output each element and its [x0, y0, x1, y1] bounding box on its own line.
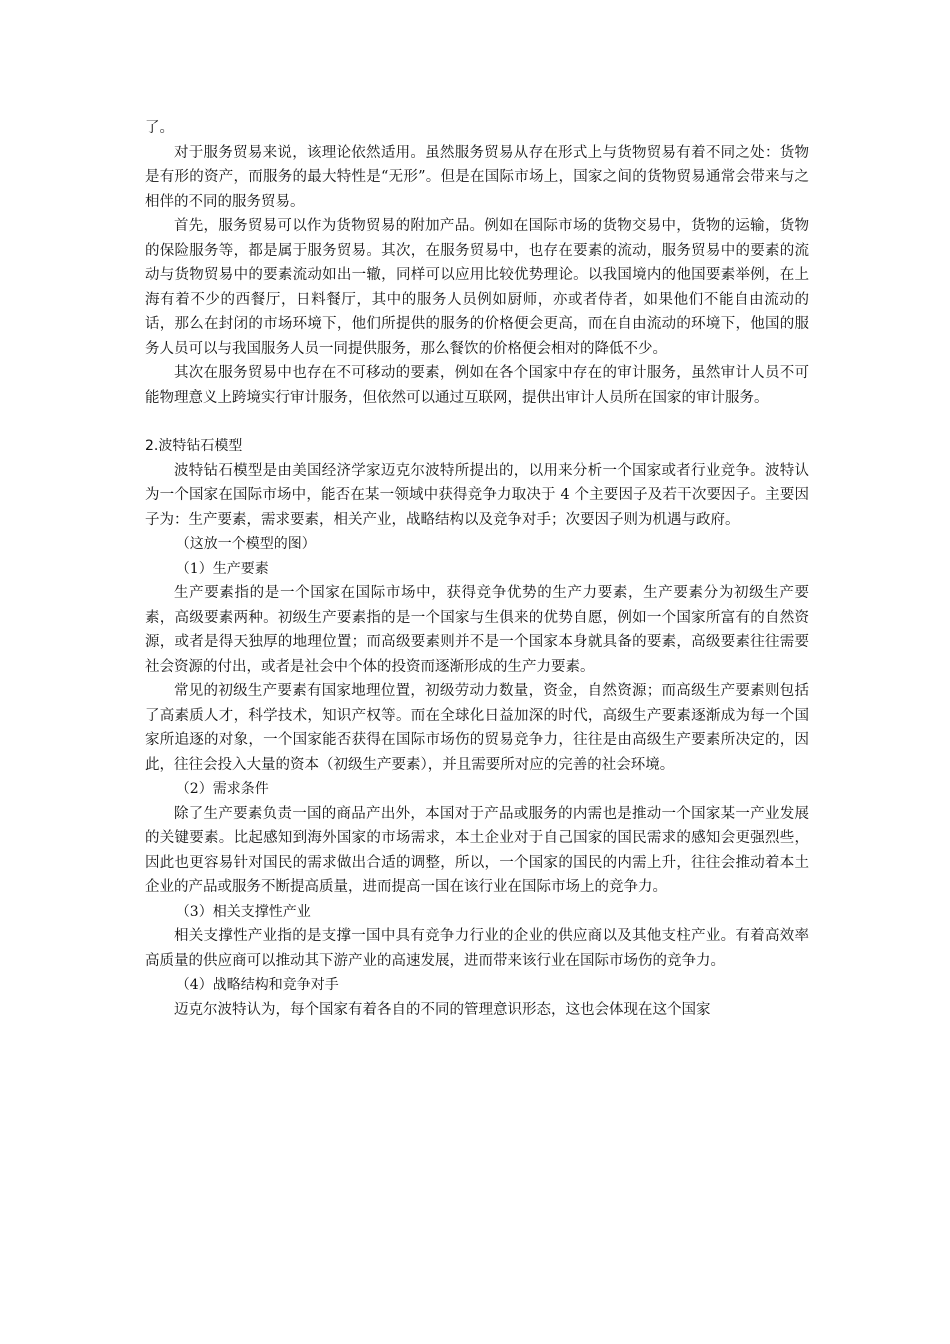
- subheading: （1）生产要素: [175, 560, 269, 577]
- paragraph: 常见的初级生产要素有国家地理位置，初级劳动力数量，资金，自然资源；而高级生产要素则包括了高素质人才，科学技术，知识产权等。而在全球化日益加深的时代，高级生产要素逐渐成为每一个国家所追逐的对象，一个国家能否获得在国际市场伤的贸易竞争力，往往是由高级生产要素所决定的，因此，往往会投入大量的资本（初级生产要素），并且需要所对应的完善的社会环境。: [145, 683, 809, 773]
- paragraph: 波特钻石模型是由美国经济学家迈克尔波特所提出的，以用来分析一个国家或者行业竞争。波特认为一个国家在国际市场中，能否在某一领域中获得竞争力取决于 4 个主要因子及若干次要因子。主要因子为：生产要素，需求要素，相关产业，战略结构以及竞争对手；次要因子则为机遇与政府。: [145, 462, 809, 528]
- section-heading: 2.波特钻石模型: [145, 438, 243, 454]
- subheading: （4）战略结构和竞争对手: [175, 977, 339, 993]
- paragraph: 了。: [145, 120, 174, 136]
- document-page: [145, 116, 809, 1022]
- figure-placeholder-note: （这放一个模型的图）: [175, 536, 316, 552]
- paragraph: 其次在服务贸易中也存在不可移动的要素，例如在各个国家中存在的审计服务，虽然审计人员不可能物理意义上跨境实行审计服务，但依然可以通过互联网，提供出审计人员所在国家的审计服务。: [145, 365, 809, 406]
- paragraph: 相关支撑性产业指的是支撑一国中具有竞争力行业的企业的供应商以及其他支柱产业。有着高效率高质量的供应商可以推动其下游产业的高速发展，进而带来该行业在国际市场伤的竞争力。: [145, 928, 809, 969]
- paragraph: 迈克尔波特认为，每个国家有着各自的不同的管理意识形态，这也会体现在这个国家: [174, 1001, 711, 1018]
- paragraph: 除了生产要素负责一国的商品产出外，本国对于产品或服务的内需也是推动一个国家某一产业发展的关键要素。比起感知到海外国家的市场需求，本土企业对于自己国家的国民需求的感知会更强烈些，因此也更容易针对国民的需求做出合适的调整，所以，一个国家的国民的内需上升，往往会推动着本土企业的产品或服务不断提高质量，进而提高一国在该行业在国际市场上的竞争力。: [145, 805, 809, 895]
- paragraph: 生产要素指的是一个国家在国际市场中，获得竞争优势的生产力要素，生产要素分为初级生产要素，高级要素两种。初级生产要素指的是一个国家与生俱来的优势自愿，例如一个国家所富有的自然资源，或者是得天独厚的地理位置；而高级要素则并不是一个国家本身就具备的要素，高级要素往往需要社会资源的付出，或者是社会中个体的投资而逐渐形成的生产力要素。: [145, 585, 809, 675]
- paragraph: 对于服务贸易来说，该理论依然适用。虽然服务贸易从存在形式上与货物贸易有着不同之处：货物是有形的资产，而服务的最大特性是“无形”。但是在国际市场上，国家之间的货物贸易通常会带来与之相伴的不同的服务贸易。: [145, 144, 809, 210]
- subheading: （2）需求条件: [175, 781, 269, 797]
- paragraph: 首先，服务贸易可以作为货物贸易的附加产品。例如在国际市场的货物交易中，货物的运输，货物的保险服务等，都是属于服务贸易。其次，在服务贸易中，也存在要素的流动，服务贸易中的要素的流动与货物贸易中的要素流动如出一辙，同样可以应用比较优势理论。以我国境内的他国要素举例，在上海有着不少的西餐厅，日料餐厅，其中的服务人员例如厨师，亦或者侍者，如果他们不能自由流动的话，那么在封闭的市场环境下，他们所提供的服务的价格便会更高，而在自由流动的环境下，他国的服务人员可以与我国服务人员一同提供服务，那么餐饮的价格便会相对的降低不少。: [145, 218, 809, 357]
- subheading: （3）相关支撑性产业: [175, 903, 311, 920]
